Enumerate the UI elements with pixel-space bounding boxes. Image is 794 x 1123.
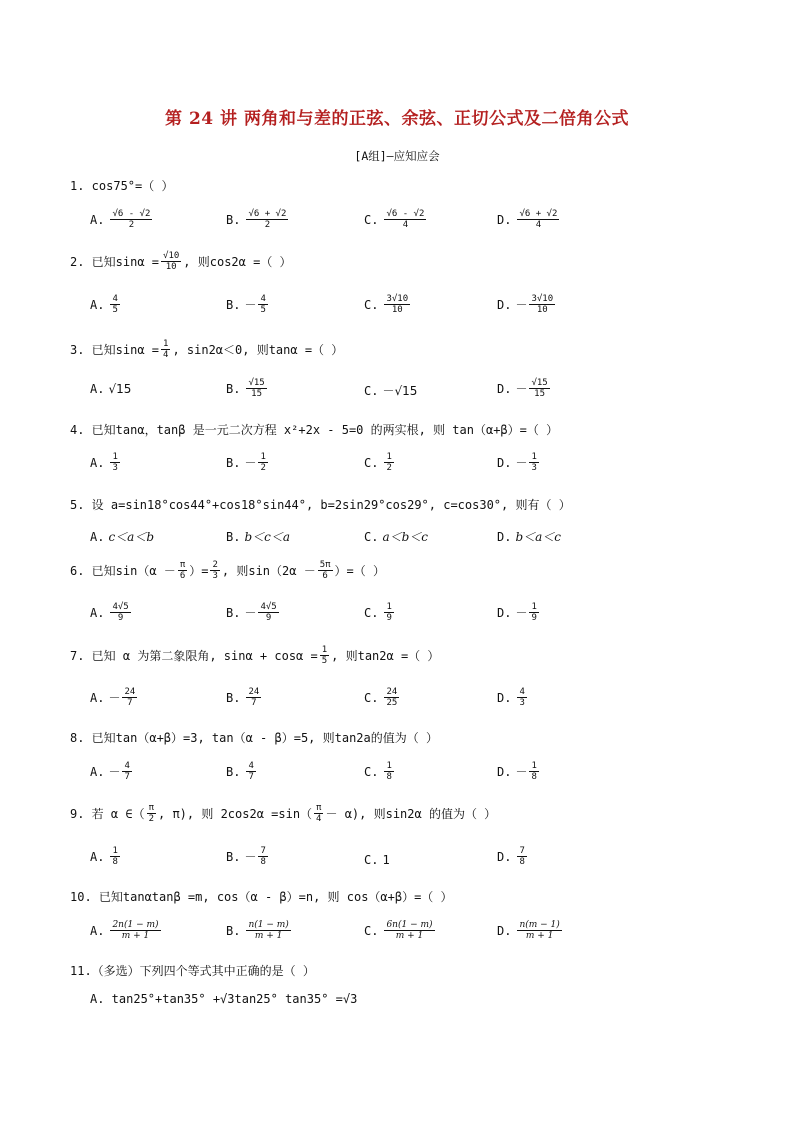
option-c — [364, 382, 417, 399]
option-label: C. — [364, 605, 379, 620]
option-a — [90, 920, 163, 942]
option-sign: － — [108, 691, 121, 706]
option-label: D. — [497, 529, 512, 544]
numerator: 1 — [386, 452, 392, 462]
denominator: m + 1 — [525, 931, 554, 942]
fraction — [110, 209, 152, 231]
denominator: 2 — [264, 220, 271, 231]
denominator: 8 — [519, 857, 525, 868]
fraction — [110, 846, 119, 868]
denominator: 7 — [251, 698, 257, 709]
numerator: 4 — [260, 294, 266, 304]
option-text: c＜a＜b — [108, 530, 155, 544]
option-a — [90, 452, 122, 474]
numerator: √15 — [248, 378, 265, 388]
option-d — [497, 602, 541, 624]
option-a — [90, 382, 131, 396]
fraction — [314, 803, 323, 825]
denominator: 2 — [386, 463, 392, 474]
option-text: －√15 — [382, 384, 418, 398]
denominator: 5 — [112, 305, 118, 316]
option-label: A. — [90, 529, 105, 544]
question-1 — [70, 177, 750, 194]
option-b — [226, 687, 263, 709]
fraction — [246, 920, 290, 942]
fraction — [258, 294, 267, 316]
fraction — [258, 452, 267, 474]
question-3 — [70, 339, 750, 361]
fraction — [246, 761, 255, 783]
fraction — [529, 761, 538, 783]
option-label: C. — [364, 853, 379, 867]
fraction — [517, 846, 526, 868]
denominator: 2 — [260, 463, 266, 474]
question-stem-tail: , 则cos2α =（ ） — [183, 255, 292, 270]
option-label: C. — [364, 383, 379, 398]
question-stem: 7. 已知 α 为第二象限角, sinα + cosα = — [70, 649, 318, 664]
denominator: 10 — [165, 262, 177, 273]
option-c — [364, 920, 437, 942]
denominator: 25 — [386, 698, 398, 709]
option-b — [226, 920, 293, 942]
denominator: 15 — [251, 389, 262, 400]
option-label: B. — [226, 297, 241, 312]
fraction — [529, 378, 549, 400]
fraction — [246, 209, 288, 231]
numerator: 1 — [531, 761, 537, 771]
option-b — [226, 294, 270, 316]
option-d — [497, 846, 529, 868]
option-text: b＜c＜a — [244, 530, 291, 544]
denominator: 9 — [386, 613, 392, 624]
numerator: 1 — [112, 452, 118, 462]
fraction — [384, 209, 426, 231]
option-d — [497, 452, 541, 474]
option-b — [226, 846, 270, 868]
denominator: 2 — [148, 814, 154, 825]
option-d — [497, 294, 557, 316]
fraction — [384, 761, 393, 783]
question-stem: 8. 已知tan（α+β）=3, tan（α - β）=5, 则tan2a的值为（ ） — [70, 731, 438, 745]
option-d — [497, 761, 541, 783]
fraction — [384, 452, 393, 474]
option-label: A. — [90, 212, 105, 227]
numerator: 4√5 — [260, 602, 277, 612]
question-6 — [70, 560, 750, 582]
option-label: B. — [226, 381, 241, 396]
numerator: 3√10 — [531, 294, 554, 304]
denominator: 7 — [127, 698, 133, 709]
option-d — [497, 687, 529, 709]
fraction — [147, 803, 156, 825]
numerator: √6 - √2 — [112, 209, 151, 219]
numerator: 1 — [260, 452, 266, 462]
numerator: 24 — [248, 687, 260, 697]
denominator: 5 — [321, 656, 328, 667]
option-label: A. — [90, 764, 105, 779]
option-sign: － — [244, 850, 257, 865]
denominator: 9 — [265, 613, 272, 624]
denominator: 8 — [260, 857, 266, 868]
question-2 — [70, 251, 750, 273]
fraction — [320, 645, 329, 667]
option-text: a＜b＜c — [382, 530, 429, 544]
denominator: 15 — [534, 389, 546, 400]
denominator: m + 1 — [121, 931, 150, 942]
option-b — [226, 209, 290, 231]
option-c — [364, 294, 412, 316]
denominator: 10 — [536, 305, 548, 316]
option-sign: － — [515, 382, 528, 397]
fraction — [178, 560, 187, 582]
fraction — [517, 209, 559, 231]
fraction — [122, 687, 137, 709]
option-c — [364, 209, 428, 231]
option-label: A. — [90, 455, 105, 470]
option-label: D. — [497, 455, 512, 470]
numerator: π — [148, 803, 154, 813]
question-8 — [70, 729, 750, 746]
option-label: A. — [90, 297, 105, 312]
option-label: C. — [364, 923, 379, 938]
denominator: 10 — [391, 305, 403, 316]
denominator: 5 — [260, 305, 266, 316]
section-subtitle: [A组]—应知应会 — [354, 149, 440, 163]
fraction — [517, 920, 561, 942]
option-label: C. — [364, 764, 379, 779]
option-b — [226, 602, 281, 624]
fraction — [210, 560, 219, 582]
numerator: n(m − 1) — [519, 920, 560, 930]
option-c — [364, 761, 396, 783]
fraction — [110, 920, 160, 942]
numerator: 6n(1 − m) — [386, 920, 433, 930]
denominator: 6 — [179, 571, 186, 582]
option-label: C. — [364, 212, 379, 227]
option-a — [90, 528, 154, 545]
fraction — [529, 602, 538, 624]
option-label: D. — [497, 212, 512, 227]
fraction — [110, 452, 119, 474]
option-label: B. — [226, 529, 241, 544]
question-stem-tail: , sin2α＜0, 则tanα =（ ） — [172, 343, 344, 358]
option-label: D. — [497, 297, 512, 312]
question-stem-tail: ）=（ ） — [334, 564, 385, 579]
option-d — [497, 209, 561, 231]
question-10 — [70, 888, 750, 905]
option-a — [90, 846, 122, 868]
option-c — [364, 452, 396, 474]
denominator: 2 — [128, 220, 135, 231]
question-stem: 4. 已知tanα，tanβ 是一元二次方程 x²+2x - 5=0 的两实根, 则 tan（α+β）=（ ） — [70, 423, 559, 437]
option-label: C. — [364, 690, 379, 705]
question-stem: 9. 若 α ∈（ — [70, 807, 145, 822]
numerator: 4√5 — [112, 602, 129, 612]
option-d — [497, 528, 561, 545]
question-4 — [70, 421, 750, 438]
numerator: 4 — [519, 687, 525, 697]
numerator: π — [179, 560, 186, 570]
option-label: D. — [497, 381, 512, 396]
option-label: B. — [226, 212, 241, 227]
numerator: n(1 − m) — [248, 920, 289, 930]
option-text: b＜a＜c — [515, 530, 562, 544]
option-d — [497, 378, 552, 400]
option-text: 1 — [382, 853, 390, 867]
option-label: A. — [90, 605, 105, 620]
numerator: 1 — [112, 846, 118, 856]
denominator: 4 — [163, 350, 169, 361]
numerator: 1 — [531, 452, 537, 462]
question-stem-mid: , π), 则 2cos2α =sin（ — [158, 807, 313, 822]
denominator: 4 — [402, 220, 409, 231]
numerator: 24 — [124, 687, 136, 697]
denominator: 4 — [535, 220, 542, 231]
fraction — [384, 602, 393, 624]
fraction — [318, 560, 333, 582]
option-c — [364, 528, 428, 545]
denominator: 8 — [386, 772, 392, 783]
option-a — [90, 761, 134, 783]
denominator: 7 — [248, 772, 254, 783]
option-b — [226, 378, 269, 400]
option-label: B. — [226, 849, 241, 864]
option-label: A. — [90, 849, 105, 864]
numerator: 1 — [531, 602, 537, 612]
fraction — [110, 602, 130, 624]
option-b — [226, 528, 290, 545]
fraction — [161, 251, 181, 273]
numerator: 5π — [319, 560, 331, 570]
denominator: 3 — [212, 571, 218, 582]
denominator: 8 — [531, 772, 537, 783]
option-label: C. — [364, 297, 379, 312]
denominator: 3 — [112, 463, 118, 474]
denominator: m + 1 — [254, 931, 283, 942]
question-stem: 10. 已知tanαtanβ =m, cos（α - β）=n, 则 cos（α+β）=（ ） — [70, 890, 453, 904]
numerator: 2 — [212, 560, 218, 570]
question-stem-mid: ）= — [189, 564, 209, 579]
option-c — [364, 687, 401, 709]
option-label: C. — [364, 455, 379, 470]
numerator: 4 — [124, 761, 130, 771]
option-c — [364, 853, 390, 867]
question-stem: 5. 设 a=sin18°cos44°+cos18°sin44°, b=2sin29°cos29°, c=cos30°, 则有（ ） — [70, 498, 571, 512]
fraction — [384, 687, 399, 709]
question-stem-tail: － α), 则sin2α 的值为（ ） — [325, 807, 497, 822]
option-sign: － — [108, 765, 121, 780]
option-label: C. — [364, 529, 379, 544]
option-label: B. — [226, 455, 241, 470]
option-label: B. — [226, 923, 241, 938]
question-stem: 3. 已知sinα = — [70, 343, 160, 358]
option-label: D. — [497, 764, 512, 779]
option-d — [497, 920, 564, 942]
option-a — [90, 992, 357, 1006]
question-stem: 11.（多选）下列四个等式其中正确的是（ ） — [70, 964, 315, 978]
question-9 — [70, 803, 750, 825]
fraction — [517, 687, 526, 709]
denominator: 3 — [519, 698, 525, 709]
option-sign: － — [515, 765, 528, 780]
numerator: √10 — [163, 251, 180, 261]
numerator: 4 — [112, 294, 118, 304]
fraction — [529, 452, 538, 474]
option-a — [90, 209, 154, 231]
option-label: A. — [90, 382, 105, 396]
question-11 — [70, 962, 750, 979]
fraction — [258, 602, 278, 624]
option-sign: － — [244, 298, 257, 313]
numerator: 1 — [321, 645, 328, 655]
option-b — [226, 761, 258, 783]
option-c — [364, 602, 396, 624]
numerator: 1 — [163, 339, 169, 349]
numerator: 7 — [260, 846, 266, 856]
fraction — [384, 920, 434, 942]
numerator: 3√10 — [386, 294, 409, 304]
question-stem-tail: , 则tan2α =（ ） — [331, 649, 440, 664]
option-a — [90, 602, 133, 624]
fraction — [384, 294, 410, 316]
denominator: 4 — [316, 814, 322, 825]
option-text: √15 — [108, 382, 132, 396]
denominator: 3 — [531, 463, 537, 474]
page-title: 第 24 讲 两角和与差的正弦、余弦、正切公式及二倍角公式 — [165, 109, 629, 129]
numerator: π — [316, 803, 322, 813]
numerator: 24 — [386, 687, 398, 697]
question-stem: 2. 已知sinα = — [70, 255, 160, 270]
option-label: A. — [90, 690, 105, 705]
denominator: 9 — [117, 613, 124, 624]
denominator: 7 — [124, 772, 130, 783]
numerator: 4 — [248, 761, 254, 771]
denominator: m + 1 — [395, 931, 424, 942]
option-label: D. — [497, 605, 512, 620]
question-stem-mid: , 则sin（2α － — [221, 564, 316, 579]
option-b — [226, 452, 270, 474]
question-stem: 1. cos75°=（ ） — [70, 179, 174, 193]
fraction — [529, 294, 555, 316]
option-sign: － — [515, 456, 528, 471]
fraction — [246, 378, 266, 400]
option-sign: － — [244, 456, 257, 471]
fraction — [161, 339, 170, 361]
numerator: 1 — [386, 602, 392, 612]
question-5 — [70, 496, 750, 513]
option-label: D. — [497, 923, 512, 938]
numerator: √6 + √2 — [519, 209, 558, 219]
option-sign: － — [515, 606, 528, 621]
question-stem: 6. 已知sin（α － — [70, 564, 176, 579]
fraction — [246, 687, 261, 709]
option-label: B. — [226, 605, 241, 620]
numerator: √6 + √2 — [248, 209, 287, 219]
denominator: 8 — [112, 857, 118, 868]
numerator: √6 - √2 — [386, 209, 425, 219]
numerator: 7 — [519, 846, 525, 856]
option-label: D. — [497, 849, 512, 864]
fraction — [258, 846, 267, 868]
option-label: B. — [226, 764, 241, 779]
option-label: B. — [226, 690, 241, 705]
fraction — [110, 294, 119, 316]
numerator: √15 — [531, 378, 548, 388]
option-sign: － — [515, 298, 528, 313]
option-text: A. tan25°+tan35° +√3tan25° tan35° =√3 — [90, 992, 358, 1006]
denominator: 6 — [322, 571, 328, 582]
fraction — [122, 761, 131, 783]
option-sign: － — [244, 606, 257, 621]
question-7 — [70, 645, 750, 667]
numerator: 1 — [386, 761, 392, 771]
option-label: A. — [90, 923, 105, 938]
option-a — [90, 294, 122, 316]
numerator: 2n(1 − m) — [112, 920, 159, 930]
denominator: 9 — [531, 613, 537, 624]
option-a — [90, 687, 139, 709]
option-label: D. — [497, 690, 512, 705]
